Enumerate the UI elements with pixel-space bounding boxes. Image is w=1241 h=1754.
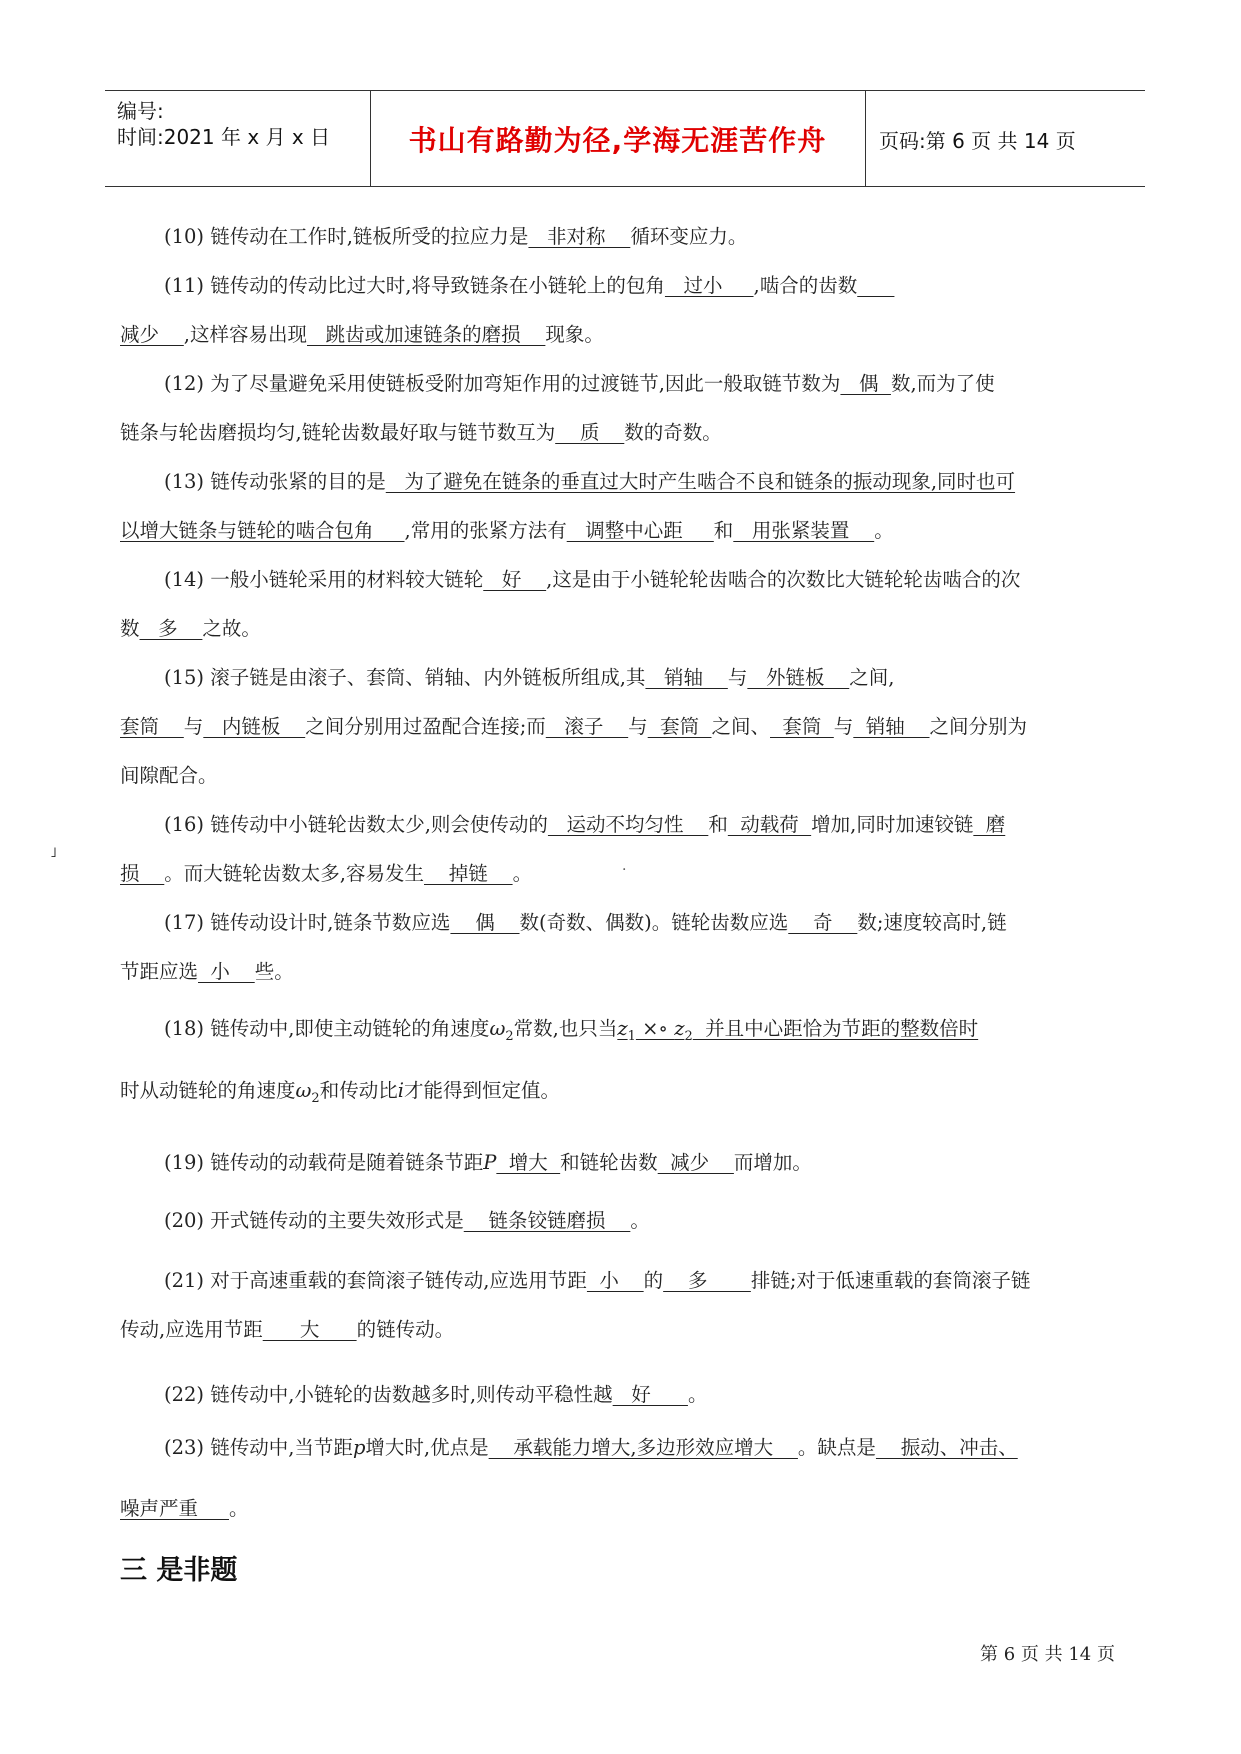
q14-text-a: 一般小链轮采用的材料较大链轮 bbox=[210, 568, 484, 591]
q20-text-a: 开式链传动的主要失效形式是 bbox=[210, 1209, 464, 1232]
q14-text-b: ,这是由于小链轮轮齿啮合的次数比大链轮轮齿啮合的次 bbox=[546, 568, 1021, 591]
q14-text-d: 之故。 bbox=[202, 617, 261, 640]
q13-number: (13) bbox=[164, 470, 205, 493]
q23-number: (23) bbox=[164, 1436, 205, 1459]
q17-text-b: 数(奇数、偶数)。链轮齿数应选 bbox=[519, 911, 789, 934]
q15-text-j: 间隙配合。 bbox=[120, 764, 218, 787]
question-19 bbox=[120, 1138, 1140, 1187]
q15-text-c: 之间, bbox=[849, 666, 895, 689]
q18-z2: z bbox=[674, 1017, 685, 1040]
q13-text-b: ,常用的张紧方法有 bbox=[404, 519, 567, 542]
q15-text-h: 与 bbox=[833, 715, 854, 738]
q13-answer-2: 调整中心距 bbox=[566, 519, 714, 542]
q23-text-a: 链传动中,当节距 bbox=[210, 1436, 353, 1459]
q19-text-a: 链传动的动载荷是随着链条节距 bbox=[210, 1151, 484, 1174]
question-13 bbox=[120, 457, 1140, 555]
q13-text-d: 。 bbox=[874, 519, 894, 542]
q18-condition bbox=[617, 1017, 979, 1044]
q21-answer-1: 小 bbox=[586, 1269, 644, 1292]
q15-text-i: 之间分别为 bbox=[929, 715, 1028, 738]
question-12 bbox=[120, 359, 1140, 457]
q15-answer-2: 外链板 bbox=[747, 666, 850, 689]
question-11 bbox=[120, 261, 1140, 359]
q18-z1: z bbox=[617, 1017, 628, 1040]
question-16 bbox=[120, 800, 1140, 898]
q11-answer-3: 跳齿或加速链条的磨损 bbox=[307, 323, 546, 346]
q18-omega: ω bbox=[489, 1017, 506, 1040]
stray-dot: · bbox=[622, 862, 627, 878]
q15-answer-8: 销轴 bbox=[853, 715, 930, 738]
q16-text-a: 链传动中小链轮齿数太少,则会使传动的 bbox=[210, 813, 548, 836]
question-23 bbox=[120, 1423, 1140, 1472]
q21-text-b: 的 bbox=[643, 1269, 664, 1292]
q13-text-a: 链传动张紧的目的是 bbox=[210, 470, 386, 493]
q15-answer-7: 套筒 bbox=[770, 715, 834, 738]
page-footer: 第 6 页 共 14 页 bbox=[980, 1644, 1115, 1665]
q14-answer-2: 多 bbox=[139, 617, 203, 640]
page-code: 页码:第 6 页 共 14 页 bbox=[879, 129, 1076, 153]
time-label: 时间:2021 年 x 月 x 日 bbox=[117, 125, 331, 149]
q23-answer-2-line2: 噪声严重 bbox=[120, 1497, 229, 1520]
q10-answer-1: 非对称 bbox=[528, 225, 631, 248]
question-22 bbox=[120, 1370, 1140, 1419]
q11-answer-1: 过小 bbox=[664, 274, 754, 297]
question-14 bbox=[120, 555, 1140, 653]
q13-answer-1-line2: 以增大链条与链轮的啮合包角 bbox=[120, 519, 405, 542]
q18-answer-1: 并且中心距恰为节距的整数倍时 bbox=[692, 1017, 979, 1040]
page-header bbox=[105, 90, 1145, 187]
question-23-cont bbox=[120, 1484, 1140, 1533]
q23-p: p bbox=[352, 1436, 366, 1459]
q11-text-a: 链传动的传动比过大时,将导致链条在小链轮上的包角 bbox=[210, 274, 665, 297]
q20-answer-1: 链条铰链磨损 bbox=[463, 1209, 631, 1232]
q18-text-d: 和传动比 bbox=[319, 1079, 398, 1102]
q16-answer-2: 动载荷 bbox=[727, 813, 812, 836]
section-title: 三 是非题 bbox=[120, 1555, 238, 1586]
q11-answer-2-line1 bbox=[857, 274, 894, 297]
q15-number: (15) bbox=[164, 666, 205, 689]
q13-answer-3: 用张紧装置 bbox=[733, 519, 875, 542]
q18-text-b: 常数,也只当 bbox=[513, 1017, 618, 1040]
q15-text-b: 与 bbox=[727, 666, 748, 689]
q18-number: (18) bbox=[164, 1017, 205, 1040]
number-label: 编号: bbox=[117, 99, 164, 123]
q23-text-d: 。 bbox=[229, 1497, 249, 1520]
question-18 bbox=[120, 1004, 1140, 1053]
q19-answer-1: 增大 bbox=[496, 1151, 561, 1174]
q22-number: (22) bbox=[164, 1383, 205, 1406]
q19-text-b: 和链轮齿数 bbox=[560, 1151, 658, 1174]
q16-answer-3-line2: 损 bbox=[120, 862, 165, 885]
q12-answer-2: 质 bbox=[555, 421, 625, 444]
q18-text-e: 才能得到恒定值。 bbox=[403, 1079, 560, 1102]
q21-number: (21) bbox=[164, 1269, 205, 1292]
q15-answer-4: 内链板 bbox=[203, 715, 306, 738]
q15-answer-3: 套筒 bbox=[120, 715, 184, 738]
q23-answer-1: 承载能力增大,多边形效应增大 bbox=[488, 1436, 798, 1459]
q17-number: (17) bbox=[164, 911, 205, 934]
q15-answer-6: 套筒 bbox=[647, 715, 712, 738]
q15-text-f: 与 bbox=[628, 715, 648, 738]
q10-text-b: 循环变应力。 bbox=[630, 225, 748, 248]
question-18-cont bbox=[120, 1066, 1140, 1115]
question-21 bbox=[120, 1256, 1140, 1354]
q17-text-c: 数;速度较高时,链 bbox=[857, 911, 1007, 934]
q19-number: (19) bbox=[164, 1151, 205, 1174]
q14-answer-1: 好 bbox=[483, 568, 547, 591]
q15-text-g: 之间、 bbox=[711, 715, 770, 738]
q14-text-c: 数 bbox=[120, 617, 140, 640]
q16-text-b: 和 bbox=[708, 813, 728, 836]
q11-text-d: 现象。 bbox=[545, 323, 604, 346]
q11-text-b: ,啮合的齿数 bbox=[753, 274, 858, 297]
q18-ratio-i: i bbox=[397, 1079, 404, 1102]
q12-number: (12) bbox=[164, 372, 205, 395]
q21-text-e: 的链传动。 bbox=[356, 1318, 455, 1341]
q19-answer-2: 减少 bbox=[657, 1151, 734, 1174]
q21-text-a: 对于高速重载的套筒滚子链传动,应选用节距 bbox=[210, 1269, 587, 1292]
q17-answer-3: 小 bbox=[198, 960, 255, 983]
q13-text-c: 和 bbox=[713, 519, 734, 542]
question-20 bbox=[120, 1196, 1140, 1245]
q17-text-d: 节距应选 bbox=[120, 960, 199, 983]
question-15 bbox=[120, 653, 1140, 800]
q11-text-c: ,这样容易出现 bbox=[183, 323, 307, 346]
q12-text-d: 数的奇数。 bbox=[624, 421, 722, 444]
q17-text-e: 些。 bbox=[254, 960, 294, 983]
q17-text-a: 链传动设计时,链条节数应选 bbox=[210, 911, 451, 934]
q23-answer-2: 振动、冲击、 bbox=[875, 1436, 1018, 1459]
header-middle-cell bbox=[370, 91, 866, 186]
q18-omega-sub: 2 bbox=[505, 1028, 514, 1044]
q12-text-b: 数,而为了使 bbox=[890, 372, 995, 395]
q19-p: P bbox=[483, 1151, 497, 1174]
q15-answer-1: 销轴 bbox=[645, 666, 728, 689]
q18-omega-2: ω bbox=[295, 1079, 312, 1102]
q23-text-c: 。缺点是 bbox=[797, 1436, 876, 1459]
motto: 书山有路勤为径,学海无涯苦作舟 bbox=[408, 124, 827, 157]
q11-answer-2-line2: 减少 bbox=[120, 323, 184, 346]
q17-answer-2: 奇 bbox=[788, 911, 858, 934]
q12-text-a: 为了尽量避免采用使链板受附加弯矩作用的过渡链节,因此一般取链节数为 bbox=[210, 372, 841, 395]
q16-text-d: 。而大链轮齿数太多,容易发生 bbox=[164, 862, 424, 885]
q18-relation: ×∘ bbox=[635, 1017, 675, 1040]
q13-answer-1-line1: 为了避免在链条的垂直过大时产生啮合不良和链条的振动现象,同时也可 bbox=[385, 470, 1016, 493]
q16-text-e: 。 bbox=[512, 862, 533, 885]
q18-text-c: 时从动链轮的角速度 bbox=[120, 1079, 296, 1102]
q21-text-d: 传动,应选用节距 bbox=[120, 1318, 263, 1341]
q14-number: (14) bbox=[164, 568, 205, 591]
q15-text-d: 与 bbox=[183, 715, 204, 738]
q11-number: (11) bbox=[164, 274, 205, 297]
q22-text-a: 链传动中,小链轮的齿数越多时,则传动平稳性越 bbox=[210, 1383, 613, 1406]
q12-text-c: 链条与轮齿磨损均匀,链轮齿数最好取与链节数互为 bbox=[120, 421, 556, 444]
question-17 bbox=[120, 898, 1140, 996]
q18-text-a: 链传动中,即使主动链轮的角速度 bbox=[210, 1017, 490, 1040]
q18-z2-sub: 2 bbox=[684, 1028, 693, 1044]
q21-answer-3: 大 bbox=[262, 1318, 357, 1341]
q18-z1-sub: 1 bbox=[627, 1028, 636, 1044]
q21-text-c: 排链;对于低速重载的套筒滚子链 bbox=[750, 1269, 1031, 1292]
q23-text-b: 增大时,优点是 bbox=[365, 1436, 489, 1459]
q16-answer-4: 掉链 bbox=[424, 862, 513, 885]
q16-number: (16) bbox=[164, 813, 205, 836]
q16-answer-3-line1: 磨 bbox=[973, 813, 1006, 836]
q15-answer-5: 滚子 bbox=[545, 715, 629, 738]
q16-text-c: 增加,同时加速铰链 bbox=[811, 813, 974, 836]
q15-text-e: 之间分别用过盈配合连接;而 bbox=[305, 715, 546, 738]
header-left-cell bbox=[105, 91, 371, 186]
q12-answer-1: 偶 bbox=[840, 372, 891, 395]
q22-answer-1: 好 bbox=[612, 1383, 688, 1406]
q10-text-a: 链传动在工作时,链板所受的拉应力是 bbox=[210, 225, 529, 248]
stray-mark: ˩ bbox=[50, 845, 57, 861]
q20-number: (20) bbox=[164, 1209, 205, 1232]
q20-text-b: 。 bbox=[630, 1209, 650, 1232]
q19-text-c: 而增加。 bbox=[733, 1151, 812, 1174]
q22-text-b: 。 bbox=[687, 1383, 708, 1406]
q21-answer-2: 多 bbox=[663, 1269, 751, 1292]
q17-answer-1: 偶 bbox=[450, 911, 520, 934]
q18-omega-2-sub: 2 bbox=[311, 1090, 320, 1106]
question-10 bbox=[120, 212, 1140, 261]
header-right-cell bbox=[865, 91, 1145, 186]
q15-text-a: 滚子链是由滚子、套筒、销轴、内外链板所组成,其 bbox=[210, 666, 646, 689]
q16-answer-1: 运动不均匀性 bbox=[547, 813, 709, 836]
q10-number: (10) bbox=[164, 225, 205, 248]
